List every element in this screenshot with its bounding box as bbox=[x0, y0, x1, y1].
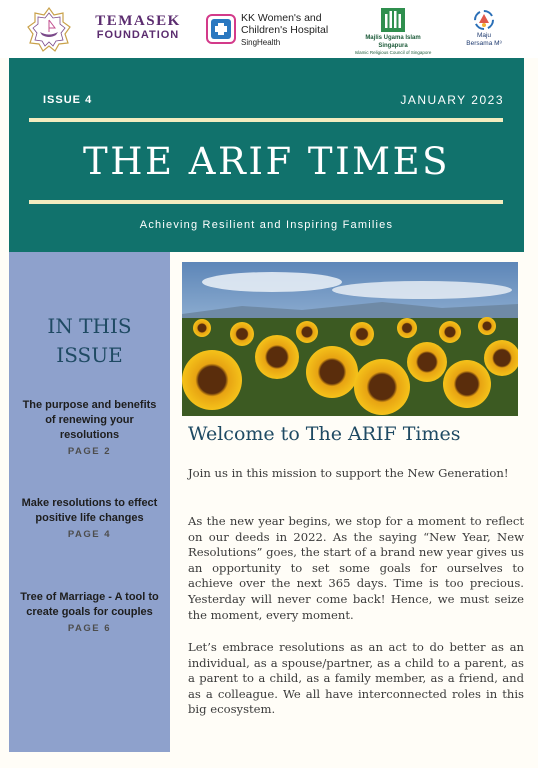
kkh-name-line2: Children's Hospital bbox=[241, 24, 329, 36]
muis-subname: Islamic Religious Council of Singapore bbox=[354, 50, 432, 55]
toc-item[interactable] bbox=[9, 398, 170, 457]
toc-item-page: PAGE 2 bbox=[67, 446, 112, 457]
toc-item-title: Tree of Marriage - A tool to create goals for couples bbox=[20, 591, 159, 618]
toc-item[interactable] bbox=[9, 496, 170, 540]
partner-logos-bar bbox=[0, 0, 538, 58]
maju-line1: Maju bbox=[476, 32, 492, 39]
foundation-wordmark: FOUNDATION bbox=[96, 29, 180, 41]
in-this-issue-sidebar bbox=[9, 252, 170, 752]
muis-emblem-icon bbox=[381, 8, 405, 32]
arif-emblem-icon bbox=[26, 6, 72, 52]
intro-paragraph: Join us in this mission to support the New Generation! bbox=[188, 466, 509, 480]
kkh-name-line1: KK Women's and bbox=[241, 12, 322, 24]
temasek-foundation-logo bbox=[88, 14, 188, 42]
masthead-bottom-rule bbox=[29, 200, 503, 204]
kkh-name bbox=[241, 12, 328, 36]
muis-name: Majlis Ugama Islam Singapura bbox=[365, 35, 421, 49]
masthead-top-rule bbox=[29, 118, 503, 122]
issue-date: JANUARY 2023 bbox=[400, 93, 504, 107]
toc-item[interactable] bbox=[9, 590, 170, 634]
toc-item-page: PAGE 6 bbox=[67, 623, 112, 634]
newsletter-tagline: Achieving Resilient and Inspiring Families bbox=[139, 219, 394, 231]
issue-number: ISSUE 4 bbox=[43, 94, 93, 106]
kkh-logo bbox=[206, 12, 342, 48]
sunflower-field-photo bbox=[182, 262, 518, 416]
toc-item-title: The purpose and benefits of renewing your resolutions bbox=[22, 399, 157, 441]
body-paragraph: Let’s embrace resolutions as an act to do better as an individual, as a spouse/partner, as a child to a parent, as a parent to a child, as a family member, as a friend, and as a colleague. We all have interconnected roles in this big ecosystem. bbox=[188, 640, 524, 717]
welcome-heading: Welcome to The ARIF Times bbox=[188, 423, 461, 445]
body-paragraph: As the new year begins, we stop for a moment to reflect on our deeds in 2022. As the saying “New Year, New Resolutions” goes, the start of a brand new year gives us an opportunity to set some goals for ourselves to achieve over the next 365 days. Time is too precious. Yesterday will never come back! Hence, we must seize the moment, every moment. bbox=[188, 514, 524, 622]
masthead bbox=[9, 58, 524, 252]
sidebar-heading-line2: ISSUE bbox=[56, 343, 123, 367]
arif-logo bbox=[26, 6, 72, 52]
kkh-cross-icon bbox=[206, 14, 236, 44]
toc-item-page: PAGE 4 bbox=[67, 529, 112, 540]
newsletter-title: THE ARIF TIMES bbox=[83, 140, 450, 183]
muis-logo bbox=[350, 8, 436, 55]
maju-bersama-logo bbox=[460, 8, 508, 52]
toc-item-title: Make resolutions to effect positive life changes bbox=[21, 497, 158, 524]
temasek-wordmark: TEMASEK bbox=[95, 13, 181, 29]
maju-bersama-icon bbox=[472, 8, 496, 32]
sunflower-field-image bbox=[182, 262, 518, 416]
singhealth-label: SingHealth bbox=[241, 38, 281, 47]
sidebar-heading-line1: IN THIS bbox=[47, 314, 132, 338]
sidebar-heading bbox=[9, 312, 170, 370]
maju-line2: Bersama M³ bbox=[466, 40, 502, 47]
